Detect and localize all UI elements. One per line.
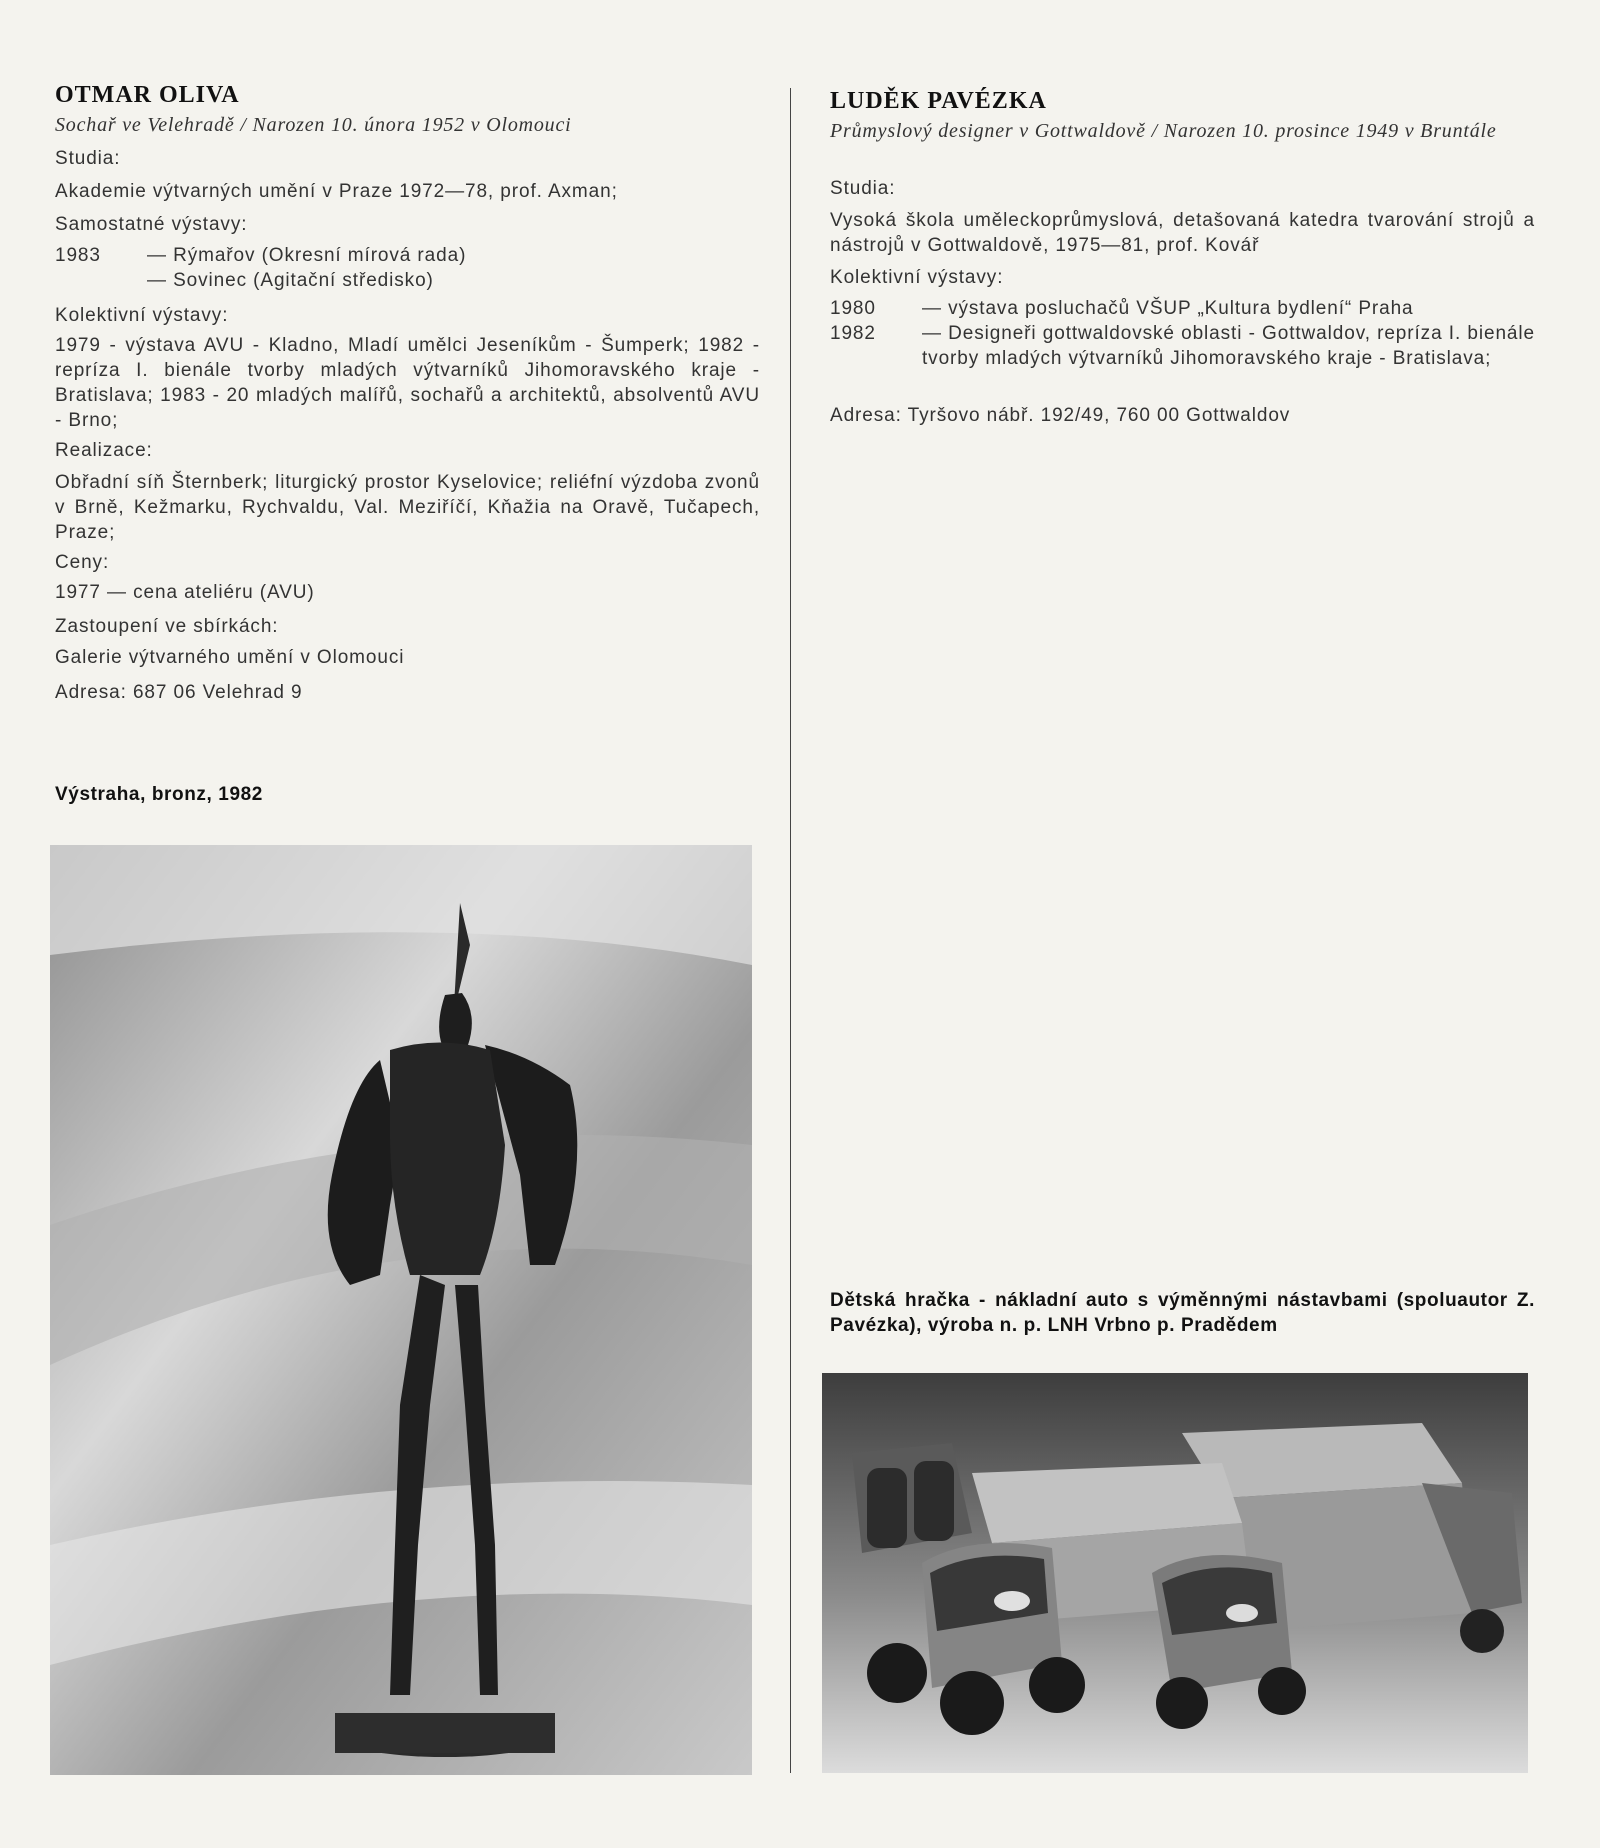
toy-trucks-photo xyxy=(822,1373,1528,1773)
studia-label: Studia: xyxy=(55,148,121,169)
exhibition-item: 1980 — výstava posluchačů VŠUP „Kultura bydlení“ Praha xyxy=(830,298,1414,319)
realizace-label: Realizace: xyxy=(55,440,153,461)
realizace-text: Obřadní síň Šternberk; liturgický prostor Kyselovice; reliéfní výzdoba zvonů v Brně, Kežmarku, Rychvaldu, Val. Meziříčí, Kňažia na Oravě, Tučapech, Praze; xyxy=(55,472,760,543)
sculpture-photo xyxy=(50,845,752,1775)
exhibition-item: — Sovinec (Agitační středisko) xyxy=(147,270,434,291)
samostatne-list xyxy=(55,243,765,293)
studia-label: Studia: xyxy=(830,178,896,199)
ceny-text: 1977 — cena ateliéru (AVU) xyxy=(55,582,315,603)
kolektivni-text: 1979 - výstava AVU - Kladno, Mladí umělci Jeseníkům - Šumperk; 1982 - repríza I. bienále tvorby mladých výtvarníků Jihomoravského kraje - Bratislava; 1983 - 20 mladých malířů, sochařů a architektů, absolventů AVU - Brno; xyxy=(55,335,760,431)
studia-text: Akademie výtvarných umění v Praze 1972—78, prof. Axman; xyxy=(55,181,618,202)
exhibition-item: 1983 — Rýmařov (Okresní mírová rada) xyxy=(55,245,467,266)
photo-caption: Dětská hračka - nákladní auto s výměnnými nástavbami (spoluautor Z. Pavézka), výroba n. p. LNH Vrbno p. Pradědem xyxy=(830,1290,1535,1336)
kolektivni-list xyxy=(830,296,1535,371)
zastoupeni-label: Zastoupení ve sbírkách: xyxy=(55,616,279,637)
artist-subtitle: Průmyslový designer v Gottwaldově / Narozen 10. prosince 1949 v Bruntále xyxy=(830,120,1497,142)
zastoupeni-text: Galerie výtvarného umění v Olomouci xyxy=(55,647,405,668)
artist-name: OTMAR OLIVA xyxy=(55,82,240,108)
ceny-label: Ceny: xyxy=(55,552,110,573)
photo-caption: Výstraha, bronz, 1982 xyxy=(55,784,263,805)
exhibition-item: 1982 — Designeři gottwaldovské oblasti - Gottwaldov, repríza I. bienále tvorby mladých výtvarníků Jihomoravského kraje - Bratislava; xyxy=(830,323,1535,369)
kolektivni-label: Kolektivní výstavy: xyxy=(55,305,229,326)
kolektivni-label: Kolektivní výstavy: xyxy=(830,267,1004,288)
artist-name: LUDĚK PAVÉZKA xyxy=(830,88,1047,114)
address: Adresa: Tyršovo nábř. 192/49, 760 00 Gottwaldov xyxy=(830,405,1291,426)
samostatne-label: Samostatné výstavy: xyxy=(55,214,248,235)
address: Adresa: 687 06 Velehrad 9 xyxy=(55,682,303,703)
column-divider xyxy=(790,88,791,1773)
artist-subtitle: Sochař ve Velehradě / Narozen 10. února 1952 v Olomouci xyxy=(55,114,572,136)
studia-text: Vysoká škola uměleckoprůmyslová, detašovaná katedra tvarování strojů a nástrojů v Gottwaldově, 1975—81, prof. Kovář xyxy=(830,210,1535,256)
